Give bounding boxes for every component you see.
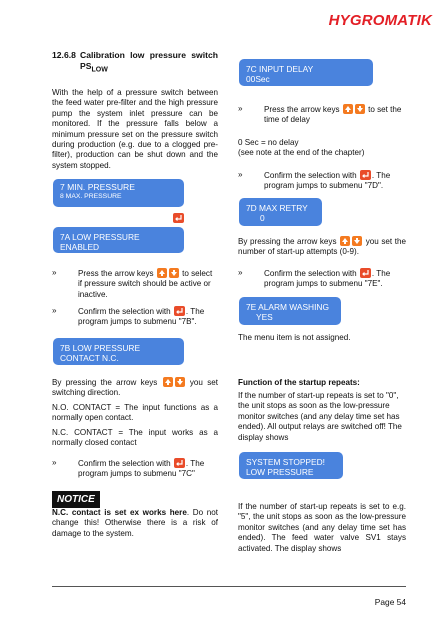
- bullet-confirm-7b: [52, 306, 218, 328]
- bullet-text-start: Confirm the selection with: [264, 171, 357, 180]
- bullet-set-delay: [238, 104, 406, 126]
- display-line-2: 0: [260, 213, 265, 224]
- bullet-confirm-7e: [238, 268, 406, 290]
- bullet-confirm-7d: [238, 170, 406, 192]
- bullet-mark: »: [238, 170, 243, 179]
- section-title-subscript: LOW: [91, 66, 108, 74]
- bullet-select-active: [52, 268, 218, 300]
- notice-badge: [52, 489, 100, 508]
- display-line-2: 8 MAX. PRESSURE: [60, 193, 122, 201]
- bullet-mark: »: [52, 306, 57, 315]
- arrow-up-key-icon: [163, 377, 173, 387]
- bullet-text-end: to set the time of delay: [264, 105, 402, 125]
- arrow-up-key-icon: [343, 104, 353, 114]
- arrow-down-key-icon: [175, 377, 185, 387]
- display-line-1: 7C INPUT DELAY: [246, 64, 314, 74]
- enter-key-icon: [360, 268, 371, 278]
- enter-key-icon: [173, 213, 184, 223]
- arrow-up-key-icon: [157, 268, 167, 278]
- arrow-down-key-icon: [355, 104, 365, 114]
- para-text-end: you set switching direction.: [52, 378, 218, 398]
- para-text-start: By pressing the arrow keys: [238, 237, 337, 246]
- notice-rest-text: . Do not change this! Otherwise there is a risk of damage to the system.: [52, 508, 218, 538]
- zero-repeats-paragraph: If the number of start-up repeats is set to "0", the unit stops as soon as the low-pressure monitor switches (and any delay time set has ended). All output relays are switched off! The display shows: [238, 391, 402, 442]
- bullet-text-start: Confirm the selection with: [78, 459, 171, 468]
- display-max-retry: [239, 198, 322, 226]
- display-line-1: SYSTEM STOPPED!: [246, 457, 325, 467]
- bullet-mark: »: [52, 458, 57, 467]
- bullet-mark: »: [238, 268, 243, 277]
- display-line-2: YES: [256, 312, 273, 323]
- display-line-2: ENABLED: [60, 242, 100, 253]
- bullet-confirm-7c: [52, 458, 218, 480]
- brand-matik: MATIK: [384, 12, 432, 29]
- bullet-text-end: . The program jumps to submenu "7C": [78, 459, 205, 479]
- display-line-1: 7E ALARM WASHING: [246, 302, 329, 312]
- display-line-1: 7D MAX RETRY: [246, 203, 308, 213]
- para-text-start: By pressing the arrow keys: [52, 378, 158, 387]
- brand-logo: [329, 12, 432, 29]
- display-line-2: LOW PRESSURE: [246, 467, 314, 478]
- intro-paragraph: With the help of a pressure switch between the feed water pre-filter and the high pressure pump the system inlet pressure can be monitored. If the pressure falls below a minimum pressure set on the pressure switch during production (e.g. due to a clogged pre-filter), production can be shut down and the system stopped.: [52, 88, 218, 170]
- display-input-delay: [239, 59, 373, 86]
- arrow-down-key-icon: [169, 268, 179, 278]
- bullet-text-start: Press the arrow keys: [78, 269, 154, 278]
- para-text-end: you set the number of start-up attempts (0-9).: [238, 237, 406, 257]
- bullet-text-end: . The program jumps to submenu "7D".: [264, 171, 391, 191]
- bullet-text-end: . The program jumps to submenu "7E".: [264, 269, 391, 289]
- display-low-pressure-contact: [53, 338, 184, 365]
- display-line-2: CONTACT N.C.: [60, 353, 119, 364]
- display-alarm-washing: [239, 297, 341, 325]
- display-line-1: 7A LOW PRESSURE: [60, 232, 140, 242]
- brand-hygro: HYGRO: [328, 12, 385, 29]
- nc-contact-paragraph: N.C. CONTACT = The input works as a normally closed contact: [52, 428, 218, 448]
- arrow-down-key-icon: [352, 236, 362, 246]
- notice-paragraph: [52, 508, 218, 539]
- switching-direction-paragraph: [52, 377, 218, 399]
- display-line-1: 7 MIN. PRESSURE: [60, 182, 135, 192]
- display-line-1: 7B LOW PRESSURE: [60, 343, 141, 353]
- bullet-mark: »: [238, 104, 243, 113]
- display-low-pressure-enabled: [53, 227, 184, 253]
- enter-key-icon: [174, 458, 185, 468]
- function-heading: Function of the startup repeats:: [238, 378, 360, 387]
- page-number: Page 54: [374, 597, 406, 607]
- bullet-mark: »: [52, 268, 57, 277]
- no-contact-paragraph: N.O. CONTACT = The input functions as a normally open contact.: [52, 403, 218, 423]
- bullet-text-start: Confirm the selection with: [78, 307, 171, 316]
- section-number: 12.6.8: [52, 50, 76, 60]
- section-heading: [52, 50, 218, 76]
- display-min-pressure: [53, 179, 184, 207]
- display-system-stopped: [239, 452, 343, 479]
- display-line-2: 00Sec: [246, 74, 270, 85]
- start-up-attempts-paragraph: [238, 236, 406, 258]
- delay-note-1: 0 Sec = no delay: [238, 138, 299, 147]
- bullet-text-end: to select if pressure switch should be active or inactive.: [78, 269, 213, 299]
- enter-key-icon: [174, 306, 185, 316]
- footer-rule: [52, 586, 406, 587]
- enter-key-icon: [360, 170, 371, 180]
- bullet-text-end: . The program jumps to submenu "7B".: [78, 307, 205, 327]
- delay-note-2: (see note at the end of the chapter): [238, 148, 365, 157]
- notice-label: NOTICE: [52, 491, 100, 508]
- five-repeats-paragraph: If the number of start-up repeats is set to e.g. "5", the unit stops as soon as the low-pressure monitor switches (and any delay time set has ended). The feed water valve SV1 stays activated. The display shows: [238, 502, 406, 553]
- arrow-up-key-icon: [340, 236, 350, 246]
- bullet-text-start: Press the arrow keys: [264, 105, 340, 114]
- section-title: Calibration low pressure switch PS: [80, 50, 218, 71]
- notice-bold-text: N.C. contact is set ex works here: [52, 508, 187, 517]
- bullet-text-start: Confirm the selection with: [264, 269, 357, 278]
- not-assigned-paragraph: The menu item is not assigned.: [238, 333, 351, 342]
